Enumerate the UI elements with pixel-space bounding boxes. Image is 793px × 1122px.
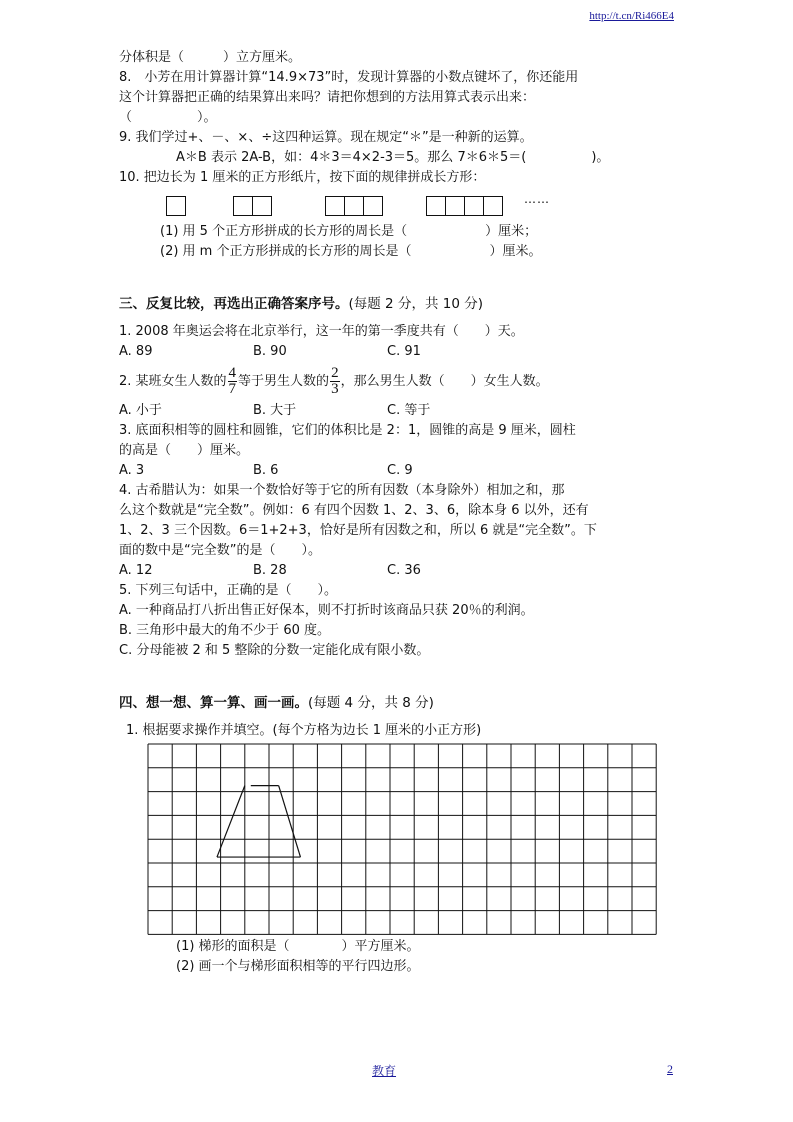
s4-q1-sub1: (1) 梯形的面积是（ ）平方厘米。 [176, 939, 420, 954]
s4-q1-text: 1. 根据要求操作并填空。(每个方格为边长 1 厘米的小正方形) [126, 723, 482, 738]
unit-square [233, 196, 253, 216]
s4-q1-sub2: (2) 画一个与梯形面积相等的平行四边形。 [176, 959, 420, 974]
s3-q2-option-c: C. 等于 [387, 403, 431, 418]
ellipsis: …… [524, 192, 550, 206]
section3-heading [119, 294, 679, 314]
q8-line-3: （ ）。 [119, 110, 217, 125]
q10-sub2: (2) 用 m 个正方形拼成的长方形的周长是（ ）厘米。 [160, 244, 542, 259]
section4-score: (每题 4 分，共 8 分) [308, 695, 434, 711]
q7-continuation: 分体积是（ ）立方厘米。 [119, 50, 302, 65]
fraction-4-7 [228, 366, 238, 397]
section3-score: (每题 2 分，共 10 分) [348, 296, 483, 312]
unit-square [464, 196, 484, 216]
s3-q4-line-2: 么这个数就是“完全数”。例如：6 有四个因数 1、2、3、6，除本身 6 以外，还有 [119, 503, 589, 518]
s3-q1-options [119, 342, 679, 362]
unit-square [445, 196, 465, 216]
fraction-denominator: 3 [331, 381, 339, 397]
page-number[interactable]: 2 [667, 1062, 673, 1076]
s3-q3-option-a: A. 3 [119, 463, 145, 478]
s3-q5-option-a: A. 一种商品打八折出售正好保本，则不打折时该商品只获 20％的利润。 [119, 603, 534, 618]
s3-q4-option-c: C. 36 [387, 563, 421, 578]
s3-q1-option-b: B. 90 [253, 344, 287, 359]
q9-line-1: 9. 我们学过+、－、×、÷这四种运算。现在规定“＊”是一种新的运算。 [119, 130, 533, 145]
s3-q2-option-a: A. 小于 [119, 403, 162, 418]
q9-line-2: A＊B 表示 2A-B，如：4＊3＝4×2-3＝5。那么 7＊6＊5＝( )。 [176, 150, 610, 165]
s3-q5-line-1: 5. 下列三句话中，正确的是（ ）。 [119, 583, 338, 598]
fraction-2-3 [330, 366, 340, 397]
s3-q2-options [119, 401, 679, 421]
fraction-denominator: 7 [228, 381, 237, 397]
q8-line-2: 这个计算器把正确的结果算出来吗？请把你想到的方法用算式表示出来： [119, 90, 536, 105]
q10-text: 10. 把边长为 1 厘米的正方形纸片，按下面的规律拼成长方形： [119, 170, 486, 185]
fraction-numerator: 2 [331, 365, 339, 381]
s3-q4-line-4: 面的数中是“完全数”的是（ ）。 [119, 543, 321, 558]
unit-square [166, 196, 186, 216]
s3-q4-option-b: B. 28 [253, 563, 287, 578]
s3-q3-line-2: 的高是（ ）厘米。 [119, 443, 250, 458]
s3-q4-line-3: 1、2、3 三个因数。6＝1+2+3，恰好是所有因数之和，所以 6 就是“完全数”。下 [119, 523, 597, 538]
trapezoid-right-edge [279, 786, 301, 857]
s3-q2-middle: 等于男生人数的 [238, 374, 330, 389]
s3-q2-option-b: B. 大于 [253, 403, 297, 418]
fraction-numerator: 4 [228, 365, 237, 381]
s3-q4-line-1: 4. 古希腊认为：如果一个数恰好等于它的所有因数（本身除外）相加之和，那 [119, 483, 565, 498]
s3-q3-line-1: 3. 底面积相等的圆柱和圆锥，它们的体积比是 2：1，圆锥的高是 9 厘米，圆柱 [119, 423, 576, 438]
s3-q5-option-c: C. 分母能被 2 和 5 整除的分数一定能化成有限小数。 [119, 643, 430, 658]
footer-link[interactable]: 教育 [372, 1064, 397, 1078]
unit-square [344, 196, 364, 216]
trapezoid-left-edge [217, 786, 245, 857]
section4-heading [119, 693, 679, 713]
section4-title: 四、想一想、算一算、画一画。 [119, 695, 308, 711]
s3-q4-options [119, 561, 679, 581]
unit-square [426, 196, 446, 216]
unit-square [483, 196, 503, 216]
s3-q2-suffix: ，那么男生人数（ ）女生人数。 [340, 374, 549, 389]
s3-q2-text [119, 362, 679, 401]
square-grid [147, 743, 659, 937]
section3-title: 三、反复比较，再选出正确答案序号。 [119, 296, 349, 312]
document-body [119, 48, 679, 977]
square-pattern-figure [119, 188, 679, 222]
s3-q3-option-b: B. 6 [253, 463, 279, 478]
q10-sub1: (1) 用 5 个正方形拼成的长方形的周长是（ ）厘米； [160, 224, 538, 239]
s3-q3-option-c: C. 9 [387, 463, 413, 478]
s3-q5-option-b: B. 三角形中最大的角不少于 60 度。 [119, 623, 330, 638]
s3-q4-option-a: A. 12 [119, 563, 153, 578]
unit-square [252, 196, 272, 216]
s3-q1-text: 1. 2008 年奥运会将在北京举行，这一年的第一季度共有（ ）天。 [119, 324, 524, 339]
unit-square [363, 196, 383, 216]
header-url-link[interactable]: http://t.cn/Ri466E4 [589, 10, 674, 22]
s3-q1-option-c: C. 91 [387, 344, 421, 359]
s3-q2-prefix: 2. 某班女生人数的 [119, 374, 227, 389]
s3-q3-options [119, 461, 679, 481]
s3-q1-option-a: A. 89 [119, 344, 153, 359]
q8-line-1: 8. 小芳在用计算器计算“14.9×73”时，发现计算器的小数点键坏了，你还能用 [119, 70, 579, 85]
unit-square [325, 196, 345, 216]
